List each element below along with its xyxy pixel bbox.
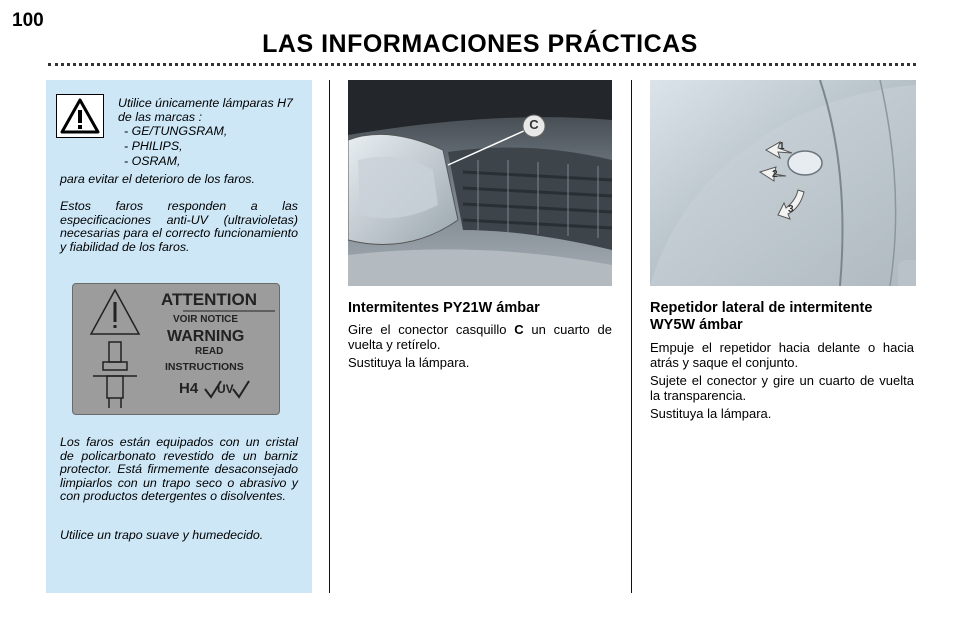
column-divider-left — [329, 80, 330, 593]
center-p1-text: Gire el conector casquillo — [348, 322, 515, 337]
brand-item: - GE/TUNGSRAM, — [124, 124, 228, 138]
warning-paragraph-3: Los faros están equipados con un cristal de policarbonato revestido de un barniz protector. Está firmemente desaconsejado limpiarlos con un trapo seco o abrasivo y con productos detergentes o disolventes. — [60, 435, 298, 504]
right-paragraph-2: Sujete el conector y gire un cuarto de vuelta la transparencia. — [650, 373, 914, 403]
warning-paragraph-2: Estos faros responden a las especificaciones anti-UV (ultravioletas) necesarias para el correcto funcionamiento y fiabilidad de los faros. — [60, 199, 298, 254]
warning-paragraph-1: para evitar el deterioro de los faros. — [60, 172, 255, 186]
bulb-warning-label-image — [72, 283, 280, 415]
right-paragraph-1: Empuje el repetidor hacia delante o hacia atrás y saque el conjunto. — [650, 340, 914, 370]
warning-panel — [46, 80, 312, 593]
label-read: READ — [195, 346, 224, 357]
step-2-label: 2 — [772, 169, 778, 180]
center-p1-text-end: un cuarto de vuelta y retírelo. — [348, 322, 613, 352]
callout-c-label: C — [529, 117, 539, 132]
warning-triangle-icon — [56, 94, 104, 138]
right-heading: Repetidor lateral de intermitente WY5W ámbar — [650, 300, 873, 333]
step-3-label: 3 — [788, 204, 794, 215]
warning-intro: Utilice únicamente lámparas H7 de las marcas : — [118, 96, 293, 124]
warning-paragraph-4: Utilice un trapo suave y humedecido. — [60, 528, 264, 542]
column-divider-right — [631, 80, 632, 593]
brand-item: - PHILIPS, — [124, 139, 183, 153]
center-body — [348, 323, 612, 375]
step-1-label: 1 — [779, 141, 785, 152]
page-number: 100 — [12, 10, 44, 31]
page-title: LAS INFORMACIONES PRÁCTICAS — [262, 30, 698, 58]
headlamp-photo — [348, 80, 612, 286]
brand-item: - OSRAM, — [124, 154, 181, 168]
center-paragraph-2: Sustituya la lámpara. — [348, 355, 470, 370]
label-h4: H4 — [179, 380, 199, 397]
label-voir-notice: VOIR NOTICE — [173, 314, 239, 325]
center-paragraph-1 — [348, 323, 612, 352]
brand-list — [118, 124, 227, 169]
label-warning: WARNING — [167, 328, 245, 345]
title-divider — [48, 63, 916, 66]
label-attention: ATTENTION — [161, 290, 258, 309]
right-body — [650, 341, 914, 426]
center-heading: Intermitentes PY21W ámbar — [348, 300, 540, 316]
label-uv: UV — [217, 382, 234, 396]
side-repeater-photo — [650, 80, 916, 286]
right-paragraph-3: Sustituya la lámpara. — [650, 406, 772, 421]
center-p1-bold: C — [514, 322, 524, 337]
label-instructions: INSTRUCTIONS — [165, 361, 244, 373]
